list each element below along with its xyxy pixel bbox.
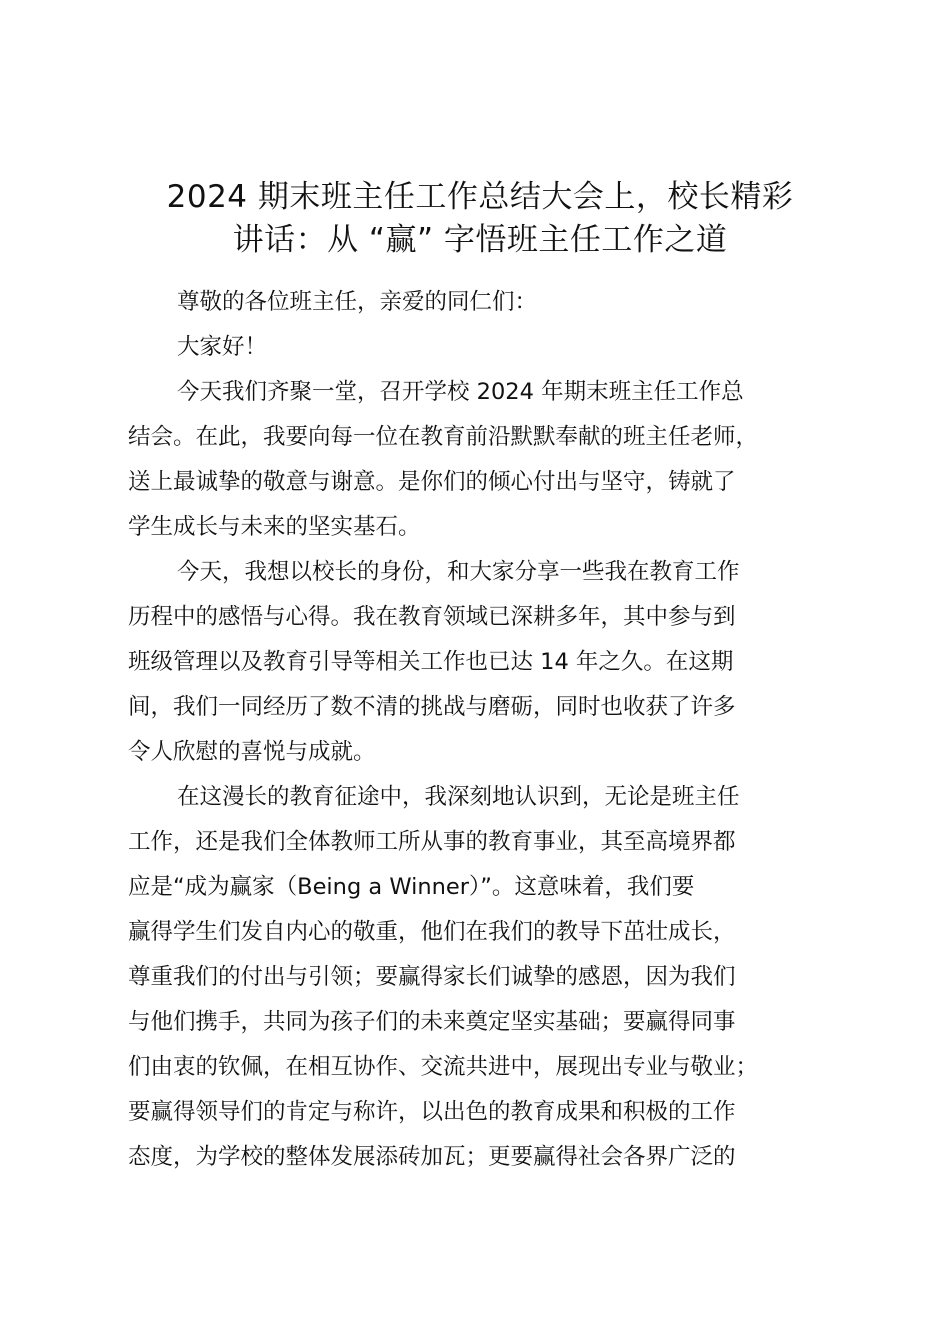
paragraph-line: 们由衷的钦佩，在相互协作、交流共进中，展现出专业与敬业； bbox=[128, 1054, 759, 1080]
paragraph-line: 赢得学生们发自内心的敬重，他们在我们的教导下茁壮成长， bbox=[128, 919, 736, 945]
title-line-2: 讲话：从 “赢” 字悟班主任工作之道 bbox=[232, 222, 728, 258]
paragraph-line: 应是“成为赢家（Being a Winner）”。这意味着，我们要 bbox=[128, 874, 695, 900]
paragraph-line: 态度，为学校的整体发展添砖加瓦；更要赢得社会各界广泛的 bbox=[128, 1144, 736, 1170]
paragraph-line: 送上最诚挚的敬意与谢意。是你们的倾心付出与坚守，铸就了 bbox=[128, 469, 736, 495]
paragraph-experience bbox=[128, 550, 833, 775]
paragraph-line: 历程中的感悟与心得。我在教育领域已深耕多年，其中参与到 bbox=[128, 604, 736, 630]
paragraph-line: 班级管理以及教育引导等相关工作也已达 14 年之久。在这期 bbox=[128, 649, 734, 675]
salutation-text: 尊敬的各位班主任，亲爱的同仁们： bbox=[177, 289, 538, 315]
greeting-text: 大家好！ bbox=[177, 334, 268, 360]
document-body bbox=[128, 280, 833, 1180]
document-title bbox=[110, 176, 850, 262]
title-line-1: 2024 期末班主任工作总结大会上，校长精彩 bbox=[166, 179, 794, 215]
paragraph-line: 今天，我想以校长的身份，和大家分享一些我在教育工作 bbox=[177, 559, 740, 585]
paragraph-line: 要赢得领导们的肯定与称许，以出色的教育成果和积极的工作 bbox=[128, 1099, 736, 1125]
paragraph-line: 结会。在此，我要向每一位在教育前沿默默奉献的班主任老师， bbox=[128, 424, 759, 450]
paragraph-line: 令人欣慰的喜悦与成就。 bbox=[128, 739, 376, 765]
paragraph-line: 在这漫长的教育征途中，我深刻地认识到，无论是班主任 bbox=[177, 784, 740, 810]
paragraph-line: 学生成长与未来的坚实基石。 bbox=[128, 514, 421, 540]
greeting bbox=[128, 325, 833, 370]
paragraph-line: 尊重我们的付出与引领；要赢得家长们诚挚的感恩，因为我们 bbox=[128, 964, 736, 990]
paragraph-line: 今天我们齐聚一堂，召开学校 2024 年期末班主任工作总 bbox=[177, 379, 744, 405]
paragraph-line: 与他们携手，共同为孩子们的未来奠定坚实基础；要赢得同事 bbox=[128, 1009, 736, 1035]
paragraph-line: 工作，还是我们全体教师工所从事的教育事业，其至高境界都 bbox=[128, 829, 736, 855]
salutation bbox=[128, 280, 833, 325]
paragraph-winner bbox=[128, 775, 833, 1180]
paragraph-opening bbox=[128, 370, 833, 550]
paragraph-line: 间，我们一同经历了数不清的挑战与磨砺，同时也收获了许多 bbox=[128, 694, 736, 720]
